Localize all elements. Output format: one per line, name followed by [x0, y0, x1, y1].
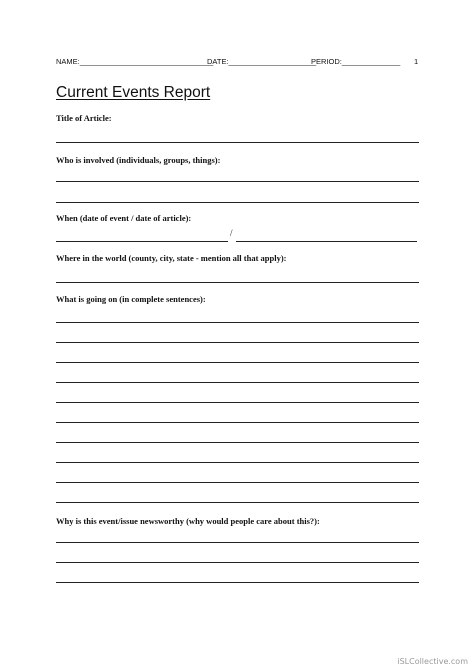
answer-line[interactable] [56, 322, 419, 323]
answer-line[interactable] [56, 542, 419, 543]
question-when: When (date of event / date of article): [56, 213, 192, 223]
answer-line[interactable] [56, 482, 419, 483]
page-title: Current Events Report [56, 84, 211, 101]
question-title-of-article: Title of Article: [56, 113, 112, 123]
answer-line[interactable] [56, 462, 419, 463]
date-of-article-line[interactable] [236, 241, 417, 242]
header-row [56, 57, 420, 69]
answer-line[interactable] [56, 442, 419, 443]
answer-line[interactable] [56, 142, 419, 143]
answer-line[interactable] [56, 382, 419, 383]
answer-line[interactable] [56, 342, 419, 343]
page-number: 1 [414, 57, 419, 66]
question-where: Where in the world (county, city, state - mention all that apply): [56, 253, 287, 263]
answer-line[interactable] [56, 282, 419, 283]
answer-line[interactable] [56, 402, 419, 403]
name-field-label: NAME:________________________________ [56, 57, 214, 66]
answer-line[interactable] [56, 202, 419, 203]
question-who-involved: Who is involved (individuals, groups, things): [56, 155, 221, 165]
answer-line[interactable] [56, 562, 419, 563]
date-field-label: DATE:_____________________ [207, 57, 317, 66]
answer-line[interactable] [56, 502, 419, 503]
footer-watermark: iSLCollective.com [397, 657, 468, 666]
question-what-is-going-on: What is going on (in complete sentences): [56, 294, 206, 304]
answer-line[interactable] [56, 362, 419, 363]
date-of-event-line[interactable] [56, 241, 228, 242]
question-why-newsworthy: Why is this event/issue newsworthy (why would people care about this?): [56, 516, 320, 526]
date-separator: / [230, 228, 233, 238]
answer-line[interactable] [56, 181, 419, 182]
answer-line[interactable] [56, 422, 419, 423]
period-field-label: PERIOD:______________ [311, 57, 401, 66]
answer-line[interactable] [56, 582, 419, 583]
